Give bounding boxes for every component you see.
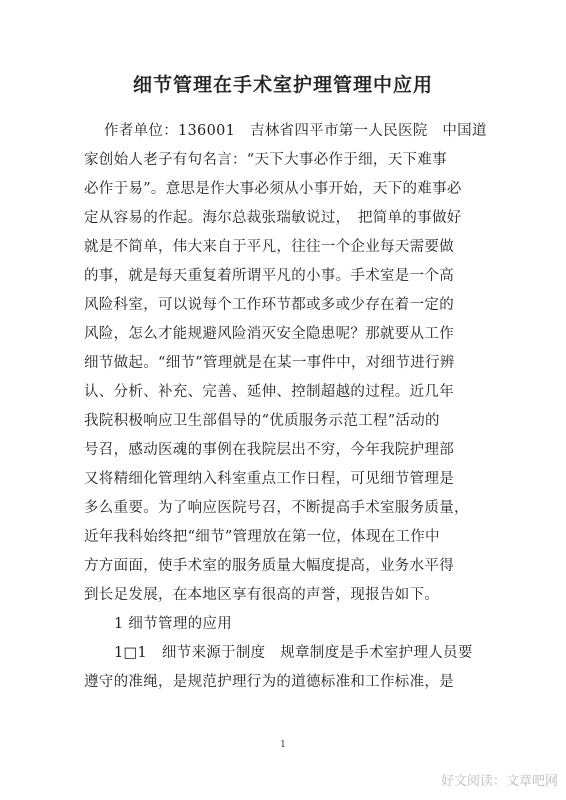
body-line: 近年我科始终把“细节”管理放在第一位，体现在工作中 — [84, 529, 440, 545]
watermark-text: 好文阅读：文章吧网 — [440, 774, 558, 789]
body-line: 定从容易的作起。海尔总裁张瑞敏说过， 把简单的事做好 — [84, 210, 462, 226]
body-line: 我院积极响应卫生部倡导的“优质服务示范工程”活动的 — [84, 413, 440, 429]
body-line: 认、分析、补充、完善、延伸、控制超越的过程。近几年 — [84, 384, 454, 400]
body-line: 又将精细化管理纳入科室重点工作日程，可见细节管理是 — [84, 471, 454, 487]
body-line: 风险科室，可以说每个工作环节都或多或少存在着一定的 — [84, 297, 454, 313]
page-number: 1 — [280, 740, 286, 750]
body-line: 到长足发展，在本地区享有很高的声誉，现报告如下。 — [84, 587, 440, 603]
document-body — [84, 117, 504, 697]
body-line: 的事，就是每天重复着所谓平凡的小事。手术室是一个高 — [84, 268, 454, 284]
body-line: 多么重要。为了响应医院号召，不断提高手术室服务质量， — [84, 500, 469, 516]
body-line: 风险，怎么才能规避风险消灭安全隐患呢？那就要从工作 — [84, 326, 454, 342]
body-line: 作者单位：136001 吉林省四平市第一人民医院 中国道 — [104, 123, 487, 139]
body-line: 必作于易”。意思是作大事必须从小事开始，天下的难事必 — [84, 181, 462, 197]
section-heading: 1 细节管理的应用 — [114, 616, 233, 632]
document-title: 细节管理在手术室护理管理中应用 — [132, 74, 433, 96]
body-line: 细节做起。“细节”管理就是在某一事件中，对细节进行辨 — [84, 355, 455, 371]
body-line: 家创始人老子有句名言：“天下大事必作于细，天下难事 — [84, 152, 447, 168]
subsection-line: 1□1 细节来源于制度 规章制度是手术室护理人员要 — [114, 645, 473, 661]
body-line: 方方面面，使手术室的服务质量大幅度提高，业务水平得 — [84, 558, 454, 574]
body-line: 就是不简单，伟大来自于平凡，往往一个企业每天需要做 — [84, 239, 454, 255]
body-line: 号召，感动医魂的事例在我院层出不穷，今年我院护理部 — [84, 442, 454, 458]
body-line: 遵守的准绳，是规范护理行为的道德标准和工作标准，是 — [84, 674, 454, 690]
